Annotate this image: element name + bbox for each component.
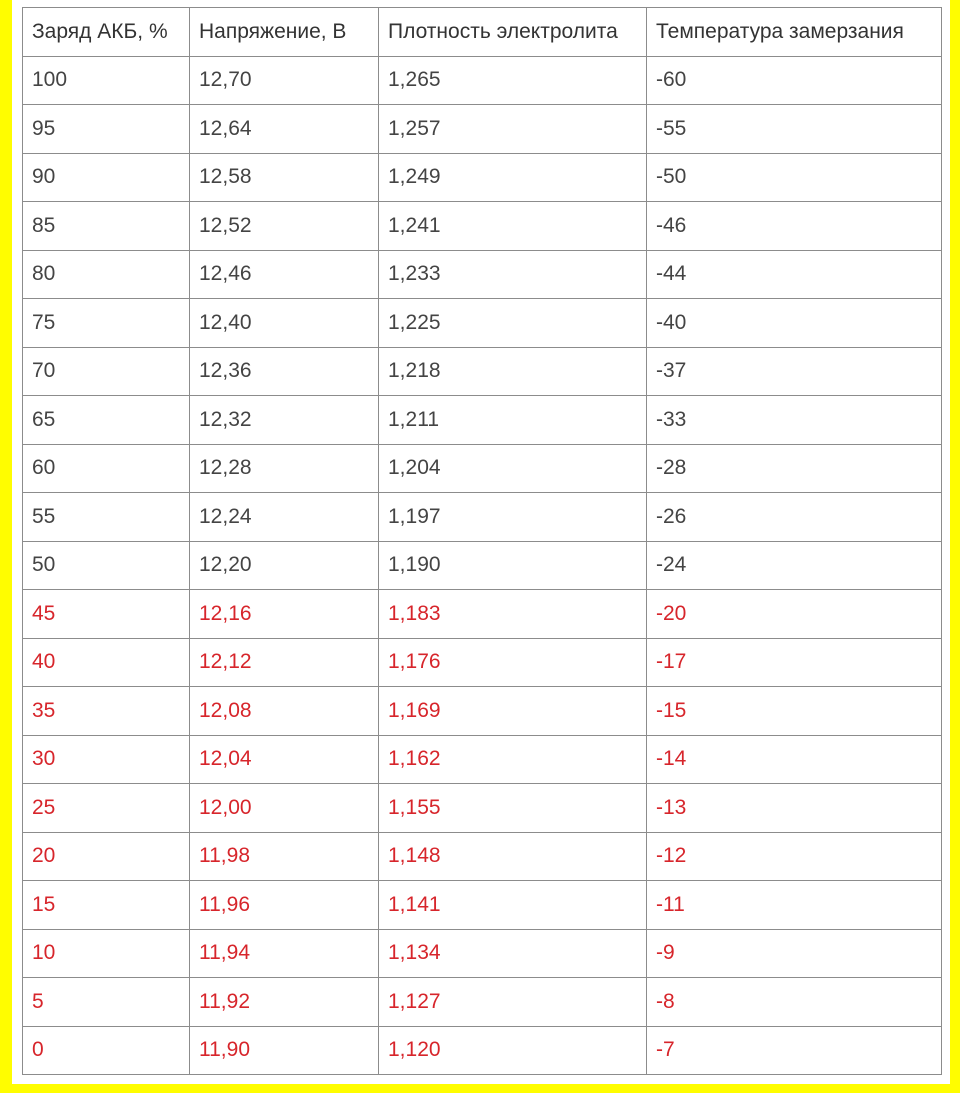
cell-freezing-temperature: -17 [647, 638, 942, 687]
cell-density: 1,197 [379, 493, 647, 542]
cell-freezing-temperature: -40 [647, 299, 942, 348]
table-row [23, 202, 942, 251]
cell-density: 1,211 [379, 396, 647, 445]
table-row [23, 929, 942, 978]
column-header-charge: Заряд АКБ, % [23, 8, 190, 57]
cell-freezing-temperature: -7 [647, 1026, 942, 1075]
cell-voltage: 12,08 [190, 687, 379, 736]
table-row [23, 347, 942, 396]
cell-voltage: 11,94 [190, 929, 379, 978]
cell-density: 1,190 [379, 541, 647, 590]
cell-freezing-temperature: -24 [647, 541, 942, 590]
column-header-freezing-temperature: Температура замерзания [647, 8, 942, 57]
cell-charge: 35 [23, 687, 190, 736]
table-row [23, 493, 942, 542]
table-row [23, 735, 942, 784]
table-row [23, 153, 942, 202]
cell-voltage: 11,90 [190, 1026, 379, 1075]
cell-charge: 75 [23, 299, 190, 348]
cell-density: 1,241 [379, 202, 647, 251]
cell-charge: 45 [23, 590, 190, 639]
table-row [23, 978, 942, 1027]
cell-density: 1,169 [379, 687, 647, 736]
cell-freezing-temperature: -55 [647, 105, 942, 154]
battery-charge-table [22, 7, 942, 1075]
cell-density: 1,204 [379, 444, 647, 493]
cell-freezing-temperature: -44 [647, 250, 942, 299]
cell-voltage: 11,98 [190, 832, 379, 881]
cell-freezing-temperature: -50 [647, 153, 942, 202]
cell-voltage: 12,64 [190, 105, 379, 154]
cell-voltage: 12,52 [190, 202, 379, 251]
cell-charge: 20 [23, 832, 190, 881]
table-row [23, 1026, 942, 1075]
table-row [23, 396, 942, 445]
cell-density: 1,233 [379, 250, 647, 299]
cell-charge: 65 [23, 396, 190, 445]
cell-freezing-temperature: -26 [647, 493, 942, 542]
cell-charge: 95 [23, 105, 190, 154]
cell-voltage: 12,04 [190, 735, 379, 784]
cell-charge: 10 [23, 929, 190, 978]
cell-freezing-temperature: -28 [647, 444, 942, 493]
cell-charge: 80 [23, 250, 190, 299]
cell-charge: 0 [23, 1026, 190, 1075]
cell-freezing-temperature: -37 [647, 347, 942, 396]
cell-freezing-temperature: -12 [647, 832, 942, 881]
table-body [23, 56, 942, 1075]
cell-voltage: 12,46 [190, 250, 379, 299]
header-row [23, 8, 942, 57]
table-row [23, 687, 942, 736]
cell-freezing-temperature: -13 [647, 784, 942, 833]
cell-freezing-temperature: -8 [647, 978, 942, 1027]
cell-charge: 60 [23, 444, 190, 493]
cell-charge: 15 [23, 881, 190, 930]
cell-voltage: 12,58 [190, 153, 379, 202]
table-row [23, 784, 942, 833]
cell-density: 1,176 [379, 638, 647, 687]
cell-density: 1,155 [379, 784, 647, 833]
cell-freezing-temperature: -60 [647, 56, 942, 105]
cell-density: 1,134 [379, 929, 647, 978]
cell-density: 1,265 [379, 56, 647, 105]
cell-freezing-temperature: -15 [647, 687, 942, 736]
cell-freezing-temperature: -11 [647, 881, 942, 930]
table-row [23, 444, 942, 493]
column-header-voltage: Напряжение, В [190, 8, 379, 57]
table-sheet [12, 0, 950, 1084]
cell-density: 1,257 [379, 105, 647, 154]
cell-freezing-temperature: -9 [647, 929, 942, 978]
cell-density: 1,127 [379, 978, 647, 1027]
cell-density: 1,120 [379, 1026, 647, 1075]
cell-freezing-temperature: -46 [647, 202, 942, 251]
cell-density: 1,249 [379, 153, 647, 202]
cell-charge: 50 [23, 541, 190, 590]
cell-freezing-temperature: -20 [647, 590, 942, 639]
table-row [23, 832, 942, 881]
cell-voltage: 12,12 [190, 638, 379, 687]
table-row [23, 299, 942, 348]
cell-voltage: 12,36 [190, 347, 379, 396]
cell-charge: 40 [23, 638, 190, 687]
table-row [23, 541, 942, 590]
table-row [23, 881, 942, 930]
table-row [23, 105, 942, 154]
cell-voltage: 11,92 [190, 978, 379, 1027]
cell-density: 1,141 [379, 881, 647, 930]
table-row [23, 56, 942, 105]
cell-charge: 5 [23, 978, 190, 1027]
cell-density: 1,183 [379, 590, 647, 639]
cell-charge: 85 [23, 202, 190, 251]
table-row [23, 638, 942, 687]
cell-voltage: 12,16 [190, 590, 379, 639]
cell-voltage: 12,24 [190, 493, 379, 542]
cell-density: 1,148 [379, 832, 647, 881]
column-header-density: Плотность электролита [379, 8, 647, 57]
cell-voltage: 12,00 [190, 784, 379, 833]
cell-voltage: 12,20 [190, 541, 379, 590]
cell-charge: 70 [23, 347, 190, 396]
cell-voltage: 12,28 [190, 444, 379, 493]
cell-voltage: 12,70 [190, 56, 379, 105]
cell-charge: 90 [23, 153, 190, 202]
cell-freezing-temperature: -33 [647, 396, 942, 445]
cell-charge: 30 [23, 735, 190, 784]
table-row [23, 250, 942, 299]
cell-freezing-temperature: -14 [647, 735, 942, 784]
cell-voltage: 11,96 [190, 881, 379, 930]
table-row [23, 590, 942, 639]
cell-voltage: 12,40 [190, 299, 379, 348]
cell-charge: 25 [23, 784, 190, 833]
cell-charge: 100 [23, 56, 190, 105]
cell-density: 1,218 [379, 347, 647, 396]
cell-charge: 55 [23, 493, 190, 542]
cell-voltage: 12,32 [190, 396, 379, 445]
cell-density: 1,162 [379, 735, 647, 784]
cell-density: 1,225 [379, 299, 647, 348]
